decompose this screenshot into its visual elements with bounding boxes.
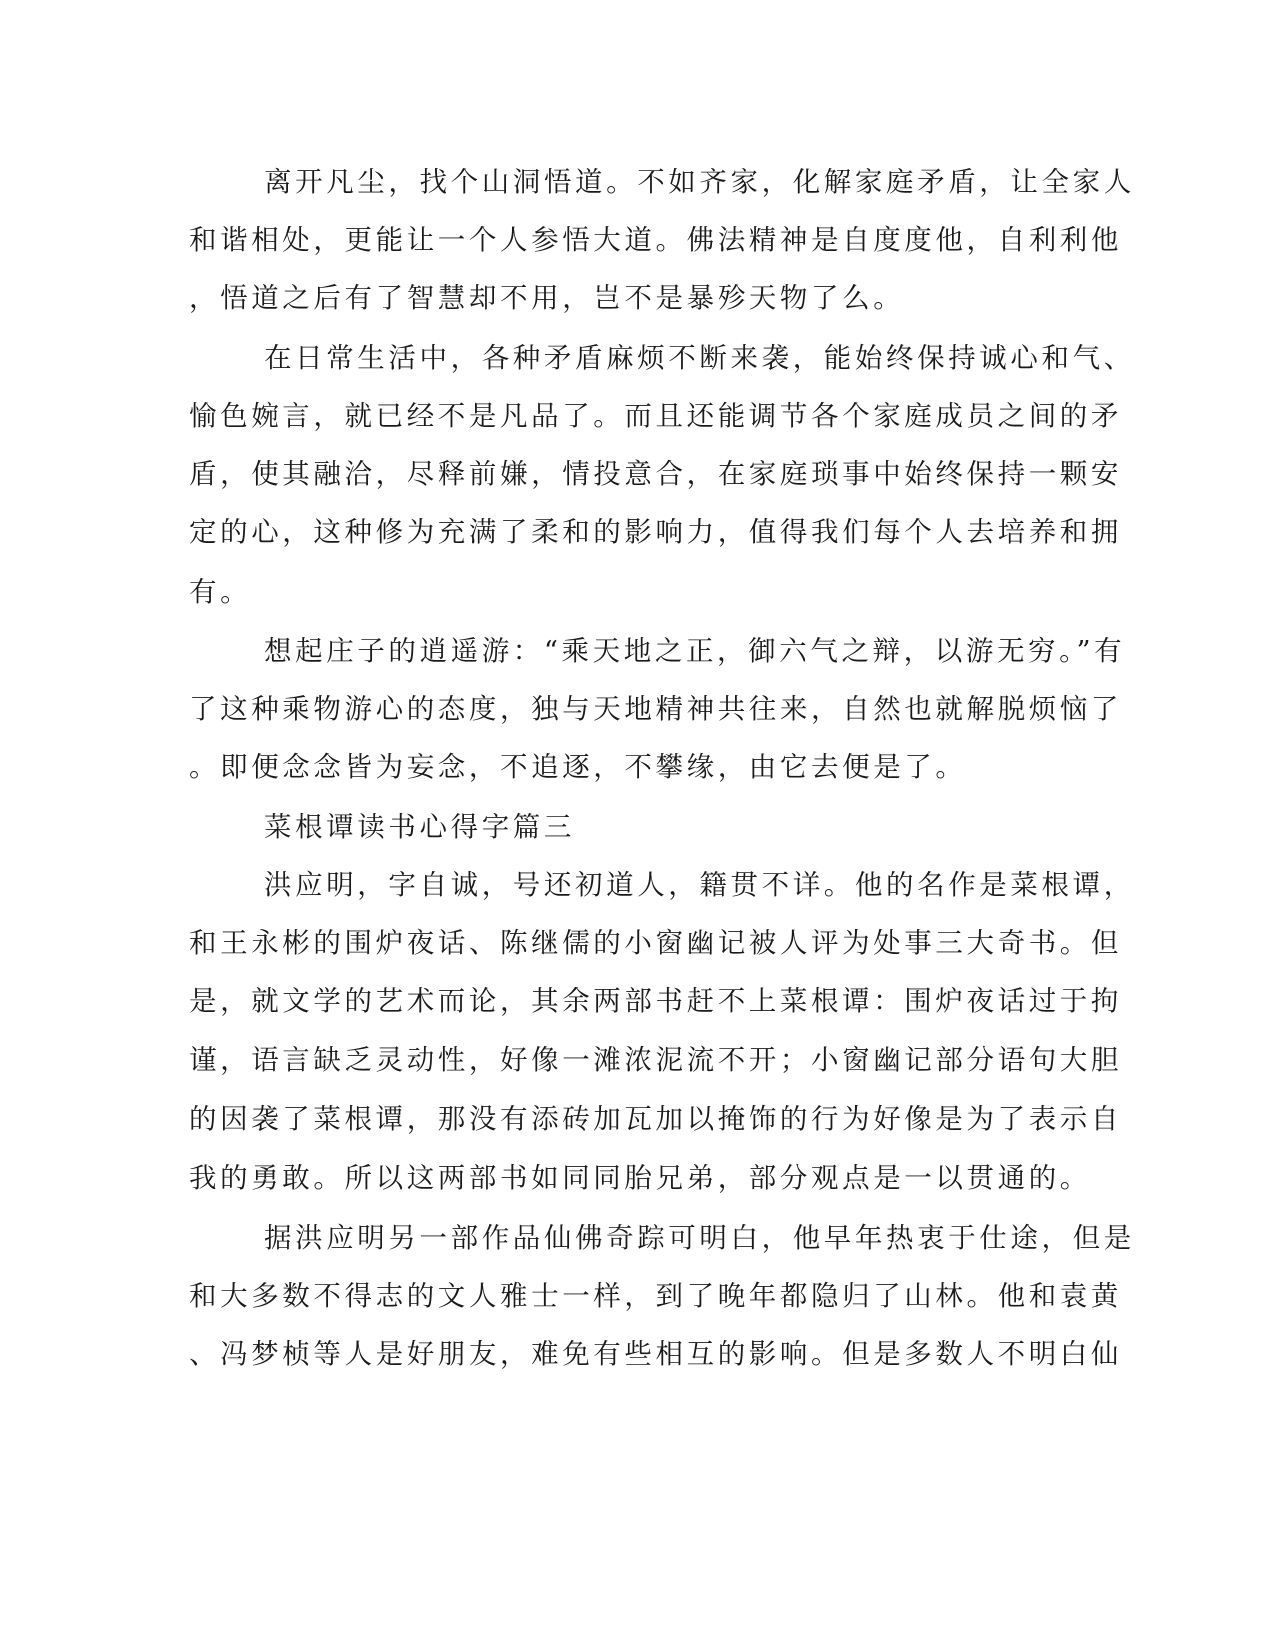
text-line: 我的勇敢。所以这两部书如同同胎兄弟，部分观点是一以贯通的。 bbox=[189, 1162, 1091, 1194]
text-line: 了这种乘物游心的态度，独与天地精神共往来，自然也就解脱烦恼了 bbox=[189, 693, 1122, 725]
text-line: 和大多数不得志的文人雅士一样，到了晚年都隐归了山林。他和袁黄 bbox=[189, 1280, 1122, 1312]
text-line: 定的心，这种修为充满了柔和的影响力，值得我们每个人去培养和拥 bbox=[189, 516, 1122, 548]
text-line: 据洪应明另一部作品仙佛奇踪可明白，他早年热衷于仕途，但是 bbox=[264, 1222, 1135, 1254]
text-line: 是，就文学的艺术而论，其余两部书赶不上菜根谭：围炉夜话过于拘 bbox=[189, 985, 1122, 1017]
text-line: 盾，使其融洽，尽释前嫌，情投意合，在家庭琐事中始终保持一颗安 bbox=[189, 458, 1122, 490]
section-heading: 菜根谭读书心得字篇三 bbox=[264, 811, 575, 843]
text-line: 在日常生活中，各种矛盾麻烦不断来袭，能始终保持诚心和气、 bbox=[264, 342, 1135, 374]
text-line: 想起庄子的逍遥游：“乘天地之正，御六气之辩，以游无穷。”有 bbox=[264, 635, 1126, 667]
text-line: ，悟道之后有了智慧却不用，岂不是暴殄天物了么。 bbox=[189, 282, 905, 314]
text-line: 和王永彬的围炉夜话、陈继儒的小窗幽记被人评为处事三大奇书。但 bbox=[189, 927, 1122, 959]
text-line: 、冯梦桢等人是好朋友，难免有些相互的影响。但是多数人不明白仙 bbox=[189, 1338, 1122, 1370]
text-line: 。即便念念皆为妄念，不追逐，不攀缘，由它去便是了。 bbox=[189, 751, 967, 783]
text-line: 的因袭了菜根谭，那没有添砖加瓦加以掩饰的行为好像是为了表示自 bbox=[189, 1103, 1122, 1135]
text-line: 离开凡尘，找个山洞悟道。不如齐家，化解家庭矛盾，让全家人 bbox=[264, 166, 1135, 198]
text-line: 和谐相处，更能让一个人参悟大道。佛法精神是自度度他，自利利他 bbox=[189, 224, 1122, 256]
text-line: 洪应明，字自诚，号还初道人，籍贯不详。他的名作是菜根谭， bbox=[264, 869, 1135, 901]
text-line: 愉色婉言，就已经不是凡品了。而且还能调节各个家庭成员之间的矛 bbox=[189, 400, 1122, 432]
text-line: 谨，语言缺乏灵动性，好像一滩浓泥流不开；小窗幽记部分语句大胆 bbox=[189, 1044, 1122, 1076]
text-line: 有。 bbox=[189, 576, 252, 608]
